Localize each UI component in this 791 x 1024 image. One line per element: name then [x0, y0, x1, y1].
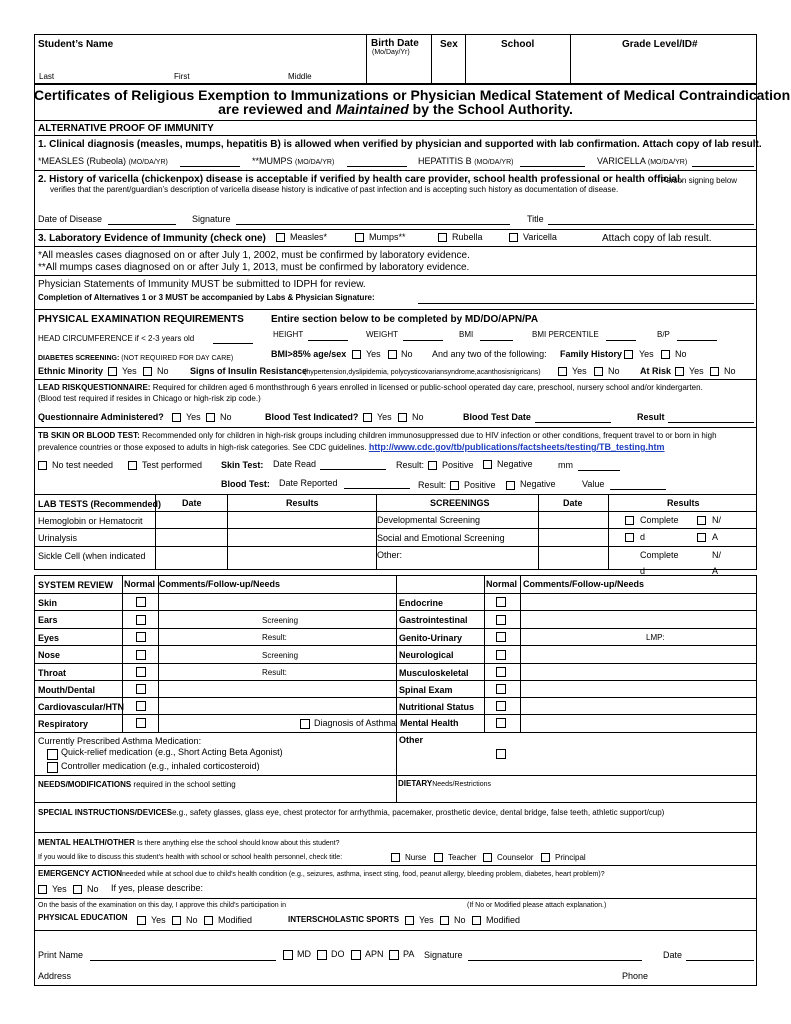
system-review-header: SYSTEM REVIEW — [38, 580, 114, 590]
cdc-guidelines-link[interactable]: http://www.cdc.gov/tb/publications/factsheets/testing/TB_testing.htm — [368, 442, 665, 452]
blood-indicated-yes-checkbox[interactable] — [363, 413, 372, 422]
pe-modified-checkbox[interactable] — [204, 916, 213, 925]
sports-modified-checkbox[interactable] — [472, 916, 481, 925]
phone-label: Phone — [622, 971, 649, 981]
screening-overflow-text: A — [712, 566, 719, 576]
screening-row: Social and Emotional Screening — [377, 533, 505, 543]
family-history-no-label: No — [675, 349, 687, 359]
questionnaire-yes-label: Yes — [186, 412, 201, 422]
genito-normal-checkbox[interactable] — [496, 632, 506, 642]
physical-education-label: PHYSICAL EDUCATION — [38, 913, 128, 922]
address-label: Address — [38, 971, 72, 981]
throat-result-note: Result: — [262, 668, 287, 677]
social-na-checkbox[interactable] — [697, 533, 706, 542]
neuro-normal-checkbox[interactable] — [496, 650, 506, 660]
screening-result-label: N/ — [712, 550, 721, 560]
bmi-label: BMI — [459, 330, 474, 339]
sports-yes-label: Yes — [419, 915, 434, 925]
measles-option: Measles* — [290, 232, 328, 242]
pa-checkbox[interactable] — [389, 950, 399, 960]
blood-negative-checkbox[interactable] — [506, 481, 515, 490]
eyes-result-note: Result: — [262, 633, 287, 642]
screening-results-header: Results — [667, 498, 700, 508]
pe-heading: PHYSICAL EXAMINATION REQUIREMENTS — [38, 314, 244, 325]
blood-result-label: Result: — [418, 480, 447, 490]
system-row-label: Mental Health — [400, 718, 459, 728]
birth-date-label: Birth Date — [371, 38, 419, 49]
bmi-percentile-label: BMI PERCENTILE — [532, 330, 599, 339]
height-label: HEIGHT — [273, 330, 304, 339]
apn-checkbox[interactable] — [351, 950, 361, 960]
hepb-label: HEPATITIS B (MO/DA/YR) — [418, 156, 514, 166]
system-row-label: Ears — [38, 615, 58, 625]
last-name-label: Last — [39, 72, 55, 81]
screenings-header: SCREENINGS — [430, 498, 490, 508]
bmi85-yes-checkbox[interactable] — [352, 350, 361, 359]
questionnaire-no-checkbox[interactable] — [206, 413, 215, 422]
lab-test-row: Sickle Cell (when indicated — [38, 551, 146, 561]
asthma-medication-label: Currently Prescribed Asthma Medication: — [38, 736, 202, 746]
nutrition-normal-checkbox[interactable] — [496, 701, 506, 711]
diabetes-screening-label: DIABETES SCREENING: (NOT REQUIRED FOR DAY CARE) — [38, 355, 234, 362]
ears-normal-checkbox[interactable] — [136, 615, 146, 625]
screening-result-label: Complete — [640, 550, 679, 560]
family-history-yes-checkbox[interactable] — [624, 350, 633, 359]
pe-no-checkbox[interactable] — [172, 916, 181, 925]
screening-row: Other: — [377, 550, 403, 560]
bmi85-no-label: No — [401, 349, 413, 359]
mouth-normal-checkbox[interactable] — [136, 684, 146, 694]
ethnic-yes-checkbox[interactable] — [108, 367, 117, 376]
gastro-normal-checkbox[interactable] — [496, 615, 506, 625]
normal-header: Normal — [124, 579, 156, 589]
blood-positive-checkbox[interactable] — [450, 481, 459, 490]
varicella-option: Varicella — [523, 232, 557, 242]
system-row-label: Nutritional Status — [399, 702, 475, 712]
system-row-label: Genito-Urinary — [399, 633, 463, 643]
if-no-modified-note: (If No or Modified please attach explanation.) — [467, 902, 607, 909]
grade-level-label: Grade Level/ID# — [622, 39, 698, 50]
questionnaire-yes-checkbox[interactable] — [172, 413, 181, 422]
system-row-label: Endocrine — [399, 598, 444, 608]
school-label: School — [501, 39, 535, 50]
title-label: Title — [527, 214, 544, 224]
screening-result-label: A — [712, 532, 719, 542]
date-of-disease-label: Date of Disease — [38, 214, 103, 224]
quick-relief-checkbox[interactable] — [47, 749, 58, 760]
skin-positive-checkbox[interactable] — [428, 461, 437, 470]
student-name-label: Student’s Name — [38, 39, 114, 50]
pa-label: PA — [403, 949, 415, 959]
bp-label: B/P — [657, 330, 670, 339]
principal-checkbox[interactable] — [541, 853, 550, 862]
blood-indicated-no-checkbox[interactable] — [398, 413, 407, 422]
measles-note: *All measles cases diagnosed on or after July 1, 2002, must be confirmed by laboratory evidence. — [38, 250, 470, 261]
blood-indicated-yes-label: Yes — [377, 412, 392, 422]
emergency-yes-checkbox[interactable] — [38, 885, 47, 894]
pe-modified-label: Modified — [218, 915, 253, 925]
mumps-option: Mumps** — [369, 232, 406, 242]
blood-test-indicated-label: Blood Test Indicated? — [265, 412, 359, 422]
page-title-line2: are reviewed and Maintained by the School Authority. — [218, 101, 573, 117]
skin-positive-label: Positive — [442, 460, 474, 470]
physician-statement: Physician Statements of Immunity MUST be submitted to IDPH for review. — [38, 279, 366, 290]
bmi85-yes-label: Yes — [366, 349, 381, 359]
needs-modifications-label: NEEDS/MODIFICATIONS required in the school setting — [38, 780, 236, 789]
system-row-label: Cardiovascular/HTN — [38, 702, 125, 712]
lead-result-label: Result — [637, 412, 665, 422]
immunity-item2: 2. History of varicella (chickenpox) disease is acceptable if verified by health care provider, school health professional or health official. — [38, 174, 683, 185]
system-row-label: Skin — [38, 598, 58, 608]
blood-test-date-label: Blood Test Date — [463, 412, 531, 422]
pe-entire-note: Entire section below to be completed by MD/DO/APN/PA — [271, 314, 539, 325]
date-label: Date — [663, 950, 683, 960]
emergency-yes-label: Yes — [52, 884, 67, 894]
family-history-yes-label: Yes — [639, 349, 654, 359]
sports-no-checkbox[interactable] — [440, 916, 449, 925]
middle-name-label: Middle — [288, 72, 312, 81]
comments-header: Comments/Follow-up/Needs — [159, 579, 281, 589]
ethnic-minority-label: Ethnic Minority — [38, 366, 103, 376]
musculo-normal-checkbox[interactable] — [496, 667, 506, 677]
other-normal-checkbox[interactable] — [496, 749, 506, 759]
test-performed-label: Test performed — [142, 460, 203, 470]
system-row-label: Gastrointestinal — [399, 615, 468, 625]
screening-overflow-text: d — [640, 566, 646, 576]
rubella-option: Rubella — [452, 232, 483, 242]
at-risk-no-checkbox[interactable] — [710, 367, 719, 376]
insulin-no-checkbox[interactable] — [594, 367, 603, 376]
nurse-label: Nurse — [405, 853, 427, 862]
insulin-resistance-note: (hypertension,dyslipidemia, polycysticovariansyndrome,acanthosisnigricans) — [304, 369, 541, 376]
nose-screening-note: Screening — [262, 651, 299, 660]
immunity-heading: ALTERNATIVE PROOF OF IMMUNITY — [38, 123, 214, 134]
family-history-label: Family History — [560, 349, 623, 359]
screening-date-header: Date — [563, 498, 583, 508]
interscholastic-sports-label: INTERSCHOLASTIC SPORTS — [288, 915, 400, 924]
weight-label: WEIGHT — [366, 330, 398, 339]
no-test-needed-checkbox[interactable] — [38, 461, 47, 470]
comments-header-right: Comments/Follow-up/Needs — [523, 579, 645, 589]
lab-test-row: Hemoglobin or Hematocrit — [38, 516, 143, 526]
immunity-item1: 1. Clinical diagnosis (measles, mumps, hepatitis B) is allowed when verified by physician and supported with lab confirmation. Attach copy of lab result. — [38, 139, 762, 150]
apn-label: APN — [365, 949, 384, 959]
varicella-signature-label: Signature — [192, 214, 231, 224]
skin-negative-label: Negative — [497, 459, 533, 469]
insulin-yes-checkbox[interactable] — [558, 367, 567, 376]
no-test-needed-label: No test needed — [52, 460, 114, 470]
blood-positive-label: Positive — [464, 480, 496, 490]
measles-label: *MEASLES (Rubeola) (MO/DA/YR) — [38, 156, 168, 166]
discuss-label: If you would like to discuss this student’s health with school or school health personnel, check title: — [38, 854, 343, 861]
teacher-label: Teacher — [448, 853, 477, 862]
throat-normal-checkbox[interactable] — [136, 667, 146, 677]
attach-lab-label: Attach copy of lab result. — [602, 233, 712, 244]
developmental-complete-checkbox[interactable] — [625, 516, 634, 525]
controller-checkbox[interactable] — [47, 762, 58, 773]
skin-normal-checkbox[interactable] — [136, 597, 146, 607]
blood-indicated-no-label: No — [412, 412, 424, 422]
controller-label: Controller medication (e.g., inhaled corticosteroid) — [61, 761, 260, 771]
nose-normal-checkbox[interactable] — [136, 650, 146, 660]
system-row-label: Eyes — [38, 633, 60, 643]
tb-text: TB SKIN OR BLOOD TEST: Recommended only for children in high-risk groups including children immunosuppressed due to HIV infection or other conditions, frequent travel to or born in high — [38, 431, 717, 440]
test-performed-checkbox[interactable] — [128, 461, 137, 470]
at-risk-yes-label: Yes — [689, 366, 704, 376]
questionnaire-administered-label: Questionnaire Administered? — [38, 412, 164, 422]
system-row-label: Spinal Exam — [399, 685, 453, 695]
sports-no-label: No — [454, 915, 466, 925]
ears-screening-note: Screening — [262, 616, 299, 625]
system-row-label: Neurological — [399, 650, 454, 660]
social-complete-checkbox[interactable] — [625, 533, 634, 542]
do-label: DO — [331, 949, 345, 959]
screening-result-label: Complete — [640, 515, 679, 525]
emergency-no-label: No — [87, 884, 99, 894]
skin-negative-checkbox[interactable] — [483, 460, 492, 469]
value-label: Value — [582, 479, 605, 489]
pe-yes-checkbox[interactable] — [137, 916, 146, 925]
skin-test-label: Skin Test: — [221, 460, 264, 470]
other-label: Other — [399, 735, 424, 745]
screening-row: Developmental Screening — [377, 515, 481, 525]
sports-yes-checkbox[interactable] — [405, 916, 414, 925]
lab-results-header: Results — [286, 498, 319, 508]
bmi85-label: BMI>85% age/sex — [271, 349, 347, 359]
tb-text2: prevalence countries or those exposed to adults in high-risk categories. See CDC guidelines. http://www.cdc.gov/tb/publications/factsheets/testing/TB_testing.htm — [38, 442, 665, 452]
sports-modified-label: Modified — [486, 915, 521, 925]
counselor-label: Counselor — [497, 853, 534, 862]
lab-date-header: Date — [182, 498, 202, 508]
spinal-normal-checkbox[interactable] — [496, 684, 506, 694]
measles-checkbox[interactable] — [276, 233, 285, 242]
mumps-checkbox[interactable] — [355, 233, 364, 242]
head-circumference-label: HEAD CIRCUMFERENCE if < 2-3 years old — [38, 334, 195, 343]
normal-header-right: Normal — [486, 579, 518, 589]
system-row-label: Mouth/Dental — [38, 685, 95, 695]
print-name-label: Print Name — [38, 950, 84, 960]
ethnic-no-label: No — [157, 366, 169, 376]
first-name-label: First — [174, 72, 190, 81]
cardio-normal-checkbox[interactable] — [136, 701, 146, 711]
ethnic-no-checkbox[interactable] — [143, 367, 152, 376]
md-label: MD — [297, 949, 311, 959]
basis-label: On the basis of the examination on this day, I approve this child’s participation in — [38, 902, 286, 909]
birth-date-format: (Mo/Day/Yr) — [372, 49, 410, 56]
date-reported-label: Date Reported — [279, 478, 338, 488]
varicella-checkbox[interactable] — [509, 233, 518, 242]
rubella-checkbox[interactable] — [438, 233, 447, 242]
immunity-item2-tail: Person signing below — [661, 176, 738, 185]
lab-test-row: Urinalysis — [38, 533, 78, 543]
physician-signature-label: Signature — [424, 950, 463, 960]
system-row-label: Respiratory — [38, 719, 89, 729]
mumps-label: **MUMPS (MO/DA/YR) — [252, 156, 335, 166]
developmental-na-checkbox[interactable] — [697, 516, 706, 525]
lead-questionnaire-text2: (Blood test required if resides in Chicago or high-risk zip code.) — [38, 394, 261, 403]
mental-health-normal-checkbox[interactable] — [496, 718, 506, 728]
family-history-no-checkbox[interactable] — [661, 350, 670, 359]
counselor-checkbox[interactable] — [483, 853, 492, 862]
emergency-no-checkbox[interactable] — [73, 885, 82, 894]
lead-questionnaire-text: LEAD RISKQUESTIONNAIRE: Required for children aged 6 monthsthrough 6 years enrolled in licensed or public-school operated day care, preschool, nursery school and/or kindergarten. — [38, 383, 703, 392]
skin-result-label: Result: — [396, 460, 425, 470]
nurse-checkbox[interactable] — [391, 853, 400, 862]
immunity-item2-sub: verifies that the parent/guardian’s description of varicella disease history is indicative of past infection and is accepting such history as documentation of disease. — [50, 185, 619, 194]
sex-label: Sex — [440, 39, 458, 50]
lab-evidence-label: 3. Laboratory Evidence of Immunity (check one) — [38, 233, 266, 244]
eyes-normal-checkbox[interactable] — [136, 632, 146, 642]
system-row-label: Throat — [38, 668, 66, 678]
ethnic-yes-label: Yes — [122, 366, 137, 376]
mm-label: mm — [558, 460, 573, 470]
page-title: Certificates of Religious Exemption to Immunizations or Physician Medical Statement of Medical Contraindication — [34, 87, 791, 103]
lmp-label: LMP: — [646, 633, 665, 642]
teacher-checkbox[interactable] — [434, 853, 443, 862]
questionnaire-no-label: No — [220, 412, 232, 422]
insulin-yes-label: Yes — [572, 366, 587, 376]
if-yes-describe-label: If yes, please describe: — [111, 883, 204, 893]
mumps-note: **All mumps cases diagnosed on or after July 1, 2013, must be confirmed by laboratory evidence. — [38, 262, 470, 273]
insulin-no-label: No — [608, 366, 620, 376]
mental-health-other-label: MENTAL HEALTH/OTHER Is there anything else the school should know about this student? — [38, 838, 340, 847]
special-instructions-label: SPECIAL INSTRUCTIONS/DEVICESe.g., safety glasses, glass eye, chest protector for arrhythmia, pacemaker, prosthetic device, dental bridge, false teeth, athletic support/cup) — [38, 808, 665, 817]
insulin-resistance-label: Signs of Insulin Resistance — [190, 366, 308, 376]
pe-no-label: No — [186, 915, 198, 925]
date-read-label: Date Read — [273, 459, 317, 469]
do-checkbox[interactable] — [317, 950, 327, 960]
principal-label: Principal — [555, 853, 586, 862]
asthma-diagnosis-label: Diagnosis of Asthma — [314, 718, 397, 728]
screening-result-label: N/ — [712, 515, 721, 525]
screening-result-label: d — [640, 532, 646, 542]
md-checkbox[interactable] — [283, 950, 293, 960]
at-risk-no-label: No — [724, 366, 736, 376]
bmi85-no-checkbox[interactable] — [388, 350, 397, 359]
at-risk-label: At Risk — [640, 366, 672, 376]
varicella-label: VARICELLA (MO/DA/YR) — [597, 156, 688, 166]
at-risk-yes-checkbox[interactable] — [675, 367, 684, 376]
respiratory-normal-checkbox[interactable] — [136, 718, 146, 728]
system-row-label: Nose — [38, 650, 61, 660]
pe-yes-label: Yes — [151, 915, 166, 925]
completion-note: Completion of Alternatives 1 or 3 MUST be accompanied by Labs & Physician Signature: — [38, 293, 375, 302]
endocrine-normal-checkbox[interactable] — [496, 597, 506, 607]
lab-tests-header: LAB TESTS (Recommended) — [38, 499, 162, 509]
dietary-label: DIETARYNeeds/Restrictions — [398, 779, 491, 788]
blood-negative-label: Negative — [520, 479, 556, 489]
quick-relief-label: Quick-relief medication (e.g., Short Acting Beta Agonist) — [61, 747, 283, 757]
system-row-label: Musculoskeletal — [399, 668, 469, 678]
blood-test-label: Blood Test: — [221, 479, 270, 489]
emergency-action-label: EMERGENCY ACTIONneeded while at school due to child’s health condition (e.g., seizures, asthma, insect sting, food, peanut allergy, bleeding problem, diabetes, heart problem)? — [38, 869, 605, 878]
asthma-diagnosis-checkbox[interactable] — [300, 719, 310, 729]
any-two-label: And any two of the following: — [432, 349, 547, 359]
